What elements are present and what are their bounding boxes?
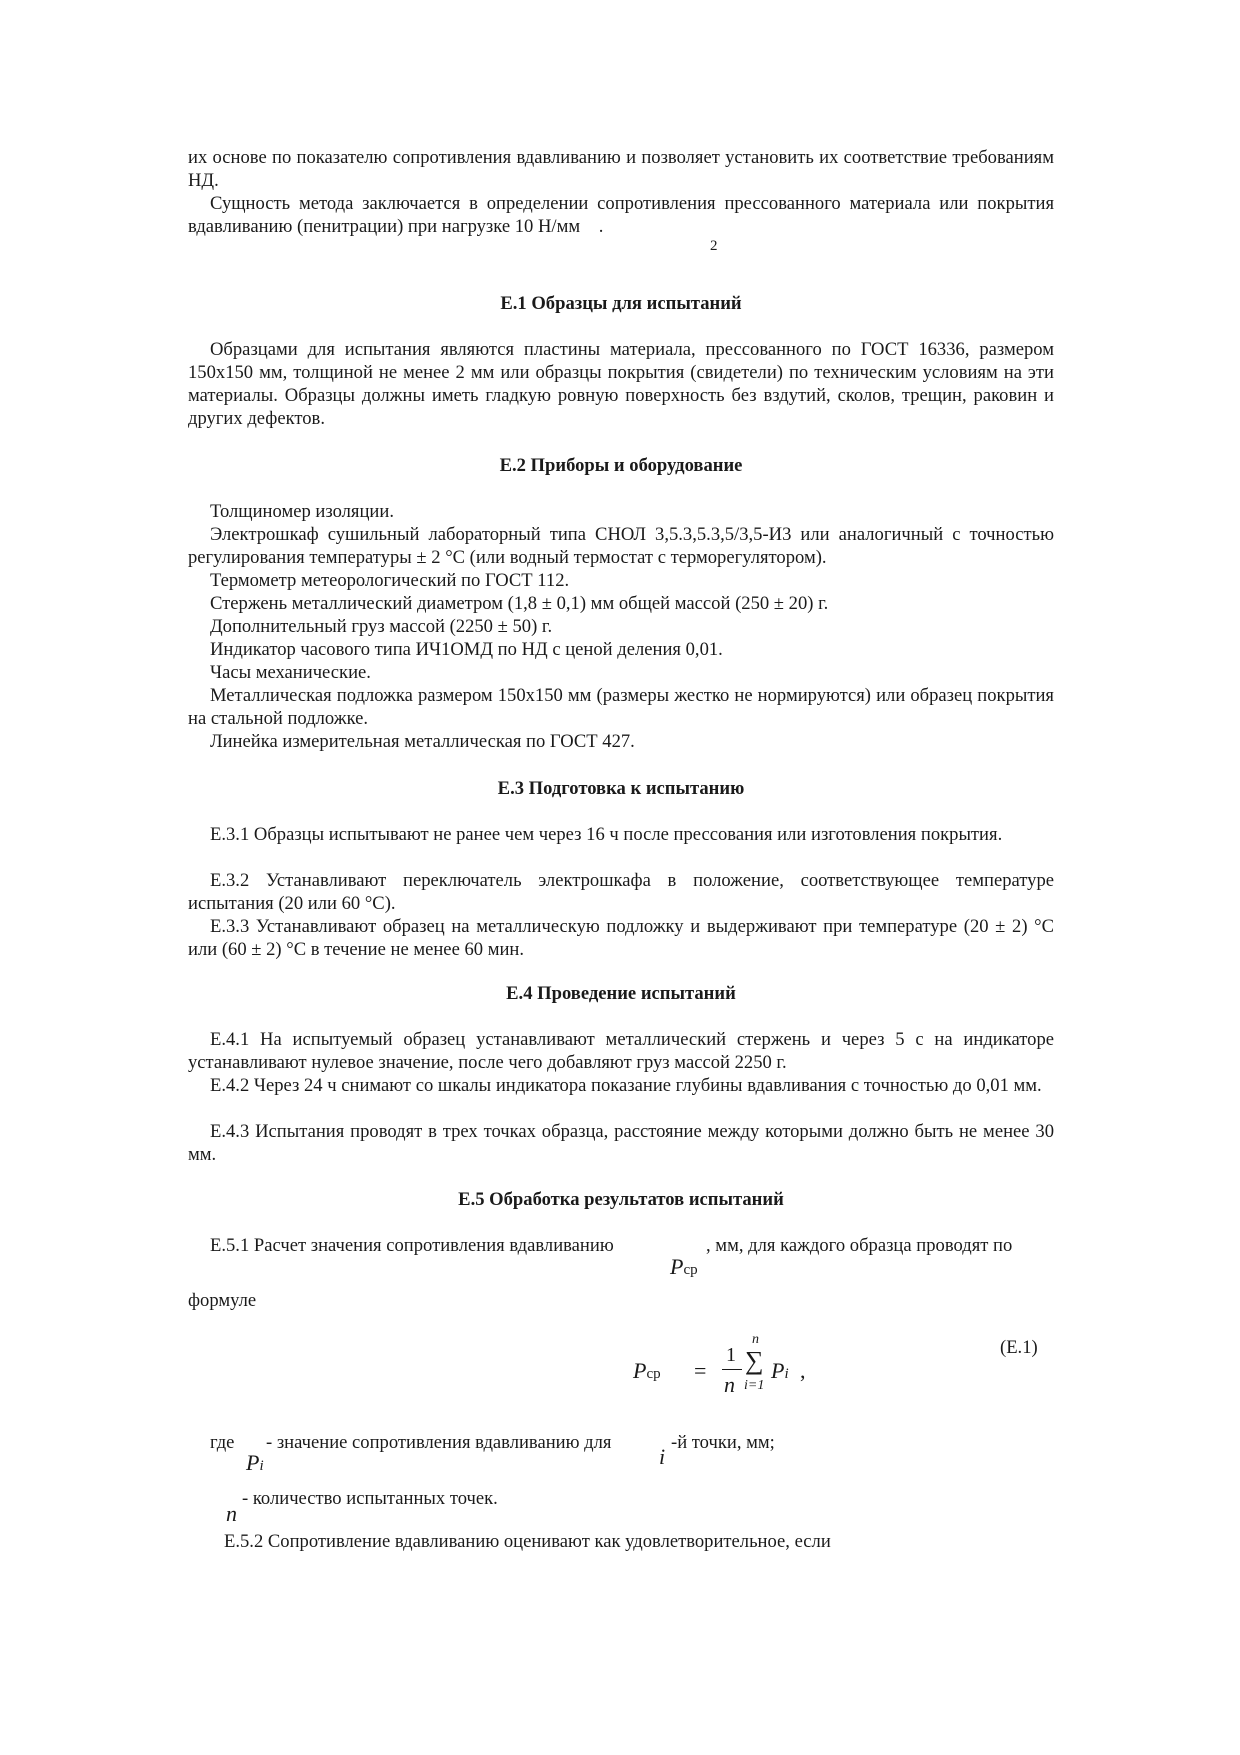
equipment-item: Стержень металлический диаметром (1,8 ± 0,1) мм общей массой (250 ± 20) г.: [210, 593, 829, 614]
e4-item: Е.4.3 Испытания проводят в трех точках образца, расстояние между которыми должно быть не менее 30 мм.: [188, 1121, 1054, 1165]
where-p-description: - значение сопротивления вдавливанию для: [266, 1432, 612, 1453]
symbol-p: P: [670, 1254, 684, 1279]
formula-p-i: [771, 1357, 789, 1388]
e5-paragraph-2: Е.5.2 Сопротивление вдавливанию оценивают как удовлетворительное, если: [224, 1531, 831, 1552]
e1-paragraph: Образцами для испытания являются пластины материала, прессованного по ГОСТ 16336, размером 150х150 мм, толщиной не менее 2 мм или образцы покрытия (свидетели) по техническим условиям на эти материалы. Образцы должны иметь гладкую ровную поверхность без вздутий, сколов, трещин, раковин и других дефектов.: [188, 339, 1054, 429]
e5-paragraph-1-start: Е.5.1 Расчет значения сопротивления вдавливанию: [210, 1235, 614, 1256]
equipment-item: Дополнительный груз массой (2250 ± 50) г.: [210, 616, 553, 637]
where-p-description-end: -й точки, мм;: [671, 1432, 775, 1453]
e5-paragraph-1-end: , мм, для каждого образца проводят по: [706, 1235, 1013, 1256]
equipment-item: Толщиномер изоляции.: [210, 501, 394, 522]
section-heading-e1: Е.1 Образцы для испытаний: [500, 293, 742, 314]
formula-p-i-letter: P: [771, 1358, 785, 1383]
equipment-item: Индикатор часового типа ИЧ1ОМД по НД с ценой деления 0,01.: [210, 639, 723, 660]
e5-paragraph-1-continued: формуле: [188, 1290, 257, 1311]
e4-item: Е.4.2 Через 24 ч снимают со шкалы индикатора показание глубины вдавливания с точностью до 0,01 мм.: [210, 1075, 1042, 1096]
formula-number: (Е.1): [1000, 1337, 1038, 1358]
fraction-numerator: 1: [726, 1344, 736, 1366]
formula-equals: =: [694, 1358, 707, 1383]
equipment-item: Электрошкаф сушильный лабораторный типа СНОЛ 3,5.3,5.3,5/3,5-И3 или аналогичный с точностью регулирования температуры ± 2 °С (или водный термостат с терморегулятором).: [188, 524, 1054, 568]
equipment-item: Линейка измерительная металлическая по ГОСТ 427.: [210, 731, 635, 752]
formula-e1: [630, 1332, 806, 1406]
symbol-subscript-cp: ср: [683, 1262, 698, 1278]
equipment-item: Металлическая подложка размером 150х150 мм (размеры жестко не нормируются) или образец покрытия на стальной подложке.: [188, 685, 1054, 729]
sum-upper-limit: n: [752, 1332, 759, 1347]
unit-superscript: 2: [710, 238, 718, 254]
equipment-item: Часы механические.: [210, 662, 371, 683]
section-heading-e5: Е.5 Обработка результатов испытаний: [458, 1189, 784, 1210]
intro-paragraph-2: [188, 192, 1054, 238]
formula-subscript-cp: ср: [646, 1366, 661, 1382]
section-heading-e4: Е.4 Проведение испытаний: [506, 983, 736, 1004]
equipment-item: Термометр метеорологический по ГОСТ 112.: [210, 570, 570, 591]
where-n-symbol: n: [226, 1501, 237, 1526]
e3-item: Е.3.3 Устанавливают образец на металлическую подложку и выдерживают при температуре (20 ± 2) °С или (60 ± 2) °С в течение не менее 60 мин.: [188, 916, 1054, 960]
formula-comma: ,: [800, 1358, 806, 1383]
sum-lower-limit: i=1: [744, 1378, 765, 1393]
where-label: где: [210, 1432, 235, 1453]
where-n-description: - количество испытанных точек.: [242, 1488, 498, 1509]
where-i-symbol: i: [659, 1444, 666, 1469]
intro-paragraph-2-end: .: [598, 216, 604, 237]
intro-paragraph-2-text: Сущность метода заключается в определении сопротивления прессованного материала или покрытия вдавливанию (пенитрации) при нагрузке 10 Н/мм: [188, 193, 1054, 237]
symbol-p-cp: [670, 1253, 698, 1284]
formula-p: P: [633, 1358, 647, 1383]
where-p-i-symbol: [246, 1449, 264, 1480]
e3-item: Е.3.1 Образцы испытывают не ранее чем через 16 ч после прессования или изготовления покрытия.: [210, 824, 1003, 845]
e3-item: Е.3.2 Устанавливают переключатель электрошкафа в положение, соответствующее температуре испытания (20 или 60 °С).: [188, 870, 1054, 914]
intro-paragraph-1: их основе по показателю сопротивления вдавливанию и позволяет установить их соответствие требованиям НД.: [188, 147, 1054, 191]
formula-lhs: [633, 1357, 661, 1388]
fraction-bar: [722, 1369, 742, 1370]
section-heading-e2: Е.2 Приборы и оборудование: [499, 455, 743, 476]
fraction-denominator: n: [724, 1372, 735, 1397]
where-p-letter: P: [246, 1450, 260, 1475]
where-p-subscript: i: [259, 1458, 264, 1474]
e4-item: Е.4.1 На испытуемый образец устанавливают металлический стержень и через 5 с на индикаторе устанавливают нулевое значение, после чего добавляют груз массой 2250 г.: [188, 1029, 1054, 1073]
formula-p-i-subscript: i: [784, 1366, 789, 1382]
sum-symbol: ∑: [745, 1346, 764, 1375]
section-heading-e3: Е.3 Подготовка к испытанию: [497, 778, 745, 799]
